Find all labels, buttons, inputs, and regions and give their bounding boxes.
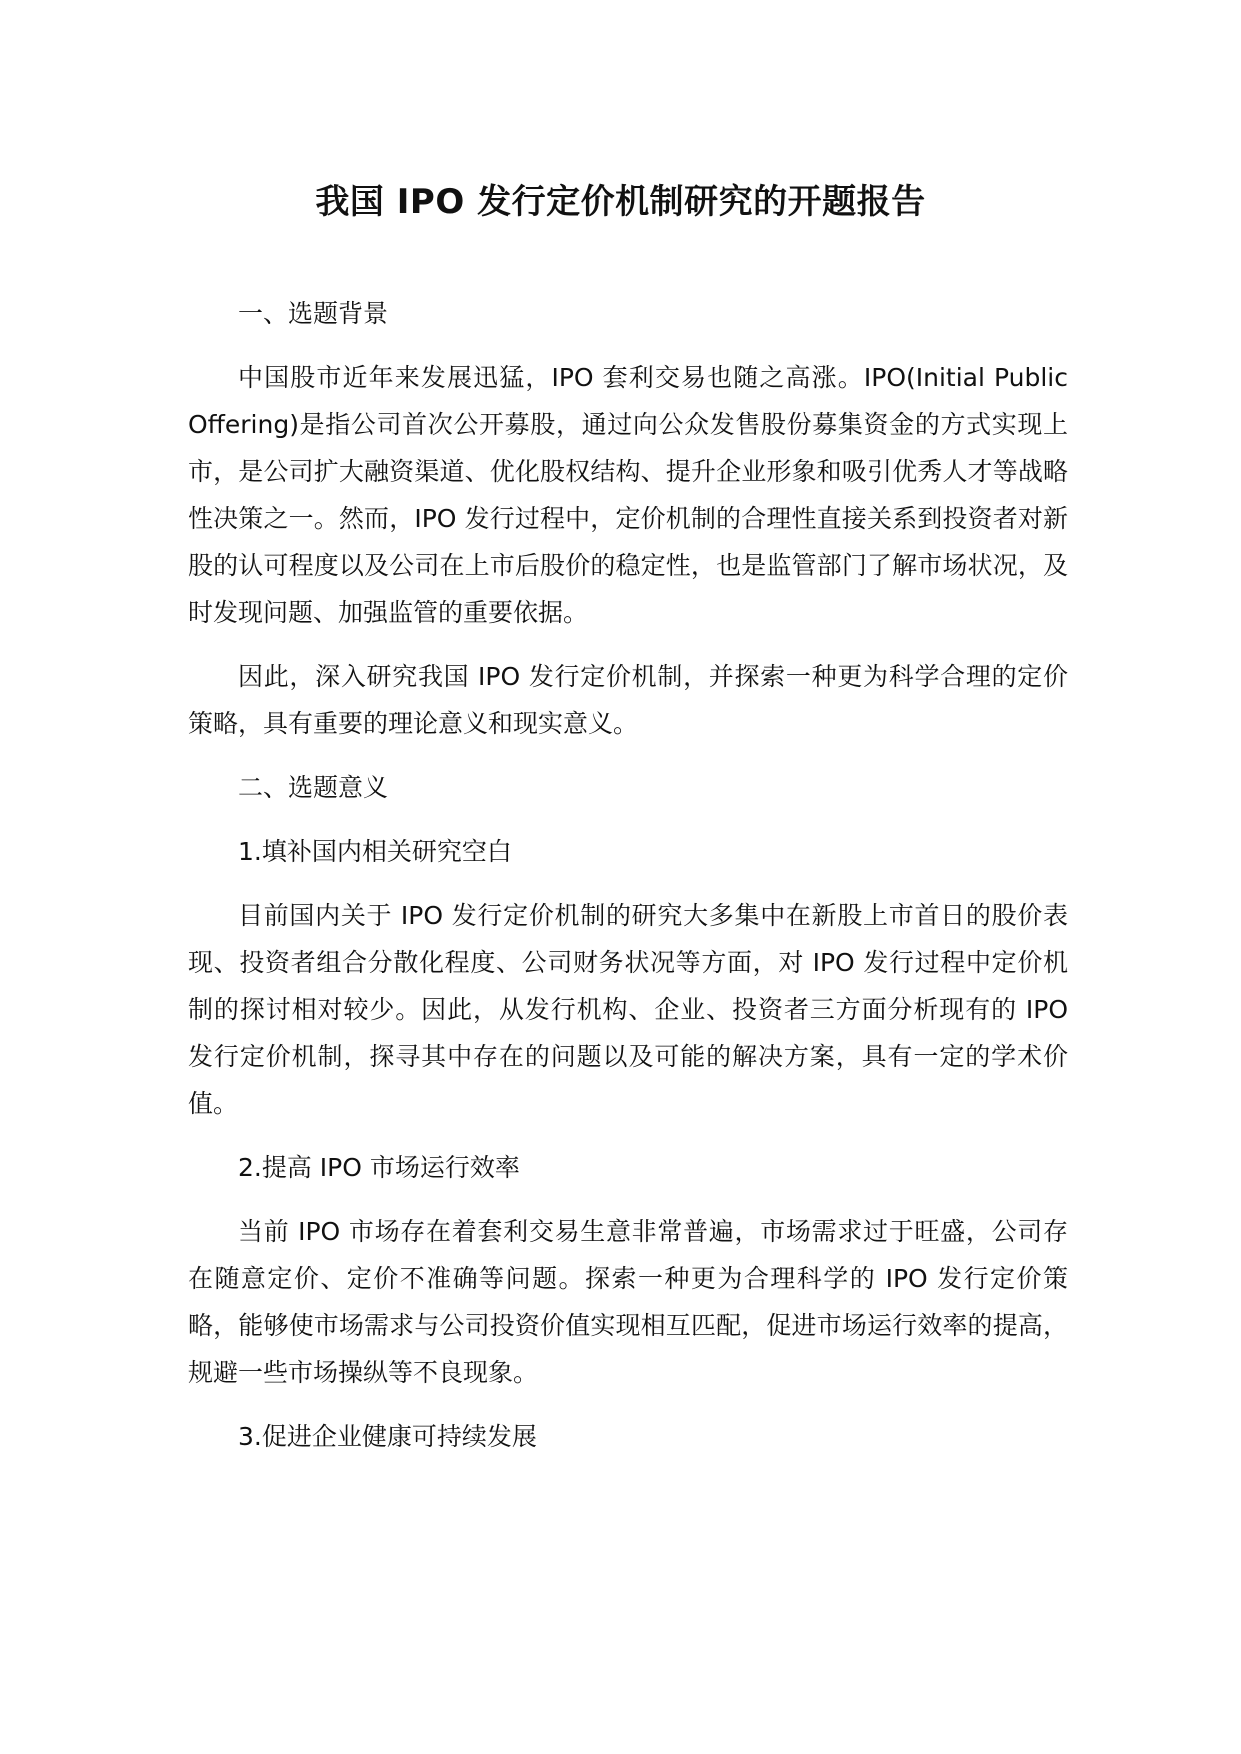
section-heading-significance: 二、选题意义 xyxy=(238,773,389,802)
section-heading-background: 一、选题背景 xyxy=(238,299,389,328)
subsection-heading-2: 2.提高 IPO 市场运行效率 xyxy=(238,1153,520,1182)
paragraph-significance-summary: 因此，深入研究我国 IPO 发行定价机制，并探索一种更为科学合理的定价策略，具有重要的理论意义和现实意义。 xyxy=(188,662,1068,738)
paragraph-background: 中国股市近年来发展迅猛，IPO 套利交易也随之高涨。IPO(Initial Public Offering)是指公司首次公开募股，通过向公众发售股份募集资金的方式实现上市，是公司扩大融资渠道、优化股权结构、提升企业形象和吸引优秀人才等战略性决策之一。然而，IPO 发行过程中，定价机制的合理性直接关系到投资者对新股的认可程度以及公司在上市后股价的稳定性，也是监管部门了解市场状况，及时发现问题、加强监管的重要依据。 xyxy=(188,363,1068,627)
document-body xyxy=(188,290,1068,1477)
subsection-paragraph-1: 目前国内关于 IPO 发行定价机制的研究大多集中在新股上市首日的股价表现、投资者组合分散化程度、公司财务状况等方面，对 IPO 发行过程中定价机制的探讨相对较少。因此，从发行机构、企业、投资者三方面分析现有的 IPO 发行定价机制，探寻其中存在的问题以及可能的解决方案，具有一定的学术价值。 xyxy=(188,901,1068,1118)
subsection-paragraph-2: 当前 IPO 市场存在着套利交易生意非常普遍，市场需求过于旺盛，公司存在随意定价、定价不准确等问题。探索一种更为合理科学的 IPO 发行定价策略，能够使市场需求与公司投资价值实现相互匹配，促进市场运行效率的提高，规避一些市场操纵等不良现象。 xyxy=(188,1217,1068,1387)
document-title: 我国 IPO 发行定价机制研究的开题报告 xyxy=(315,182,926,222)
subsection-heading-1: 1.填补国内相关研究空白 xyxy=(238,837,512,866)
subsection-heading-3: 3.促进企业健康可持续发展 xyxy=(238,1422,537,1451)
